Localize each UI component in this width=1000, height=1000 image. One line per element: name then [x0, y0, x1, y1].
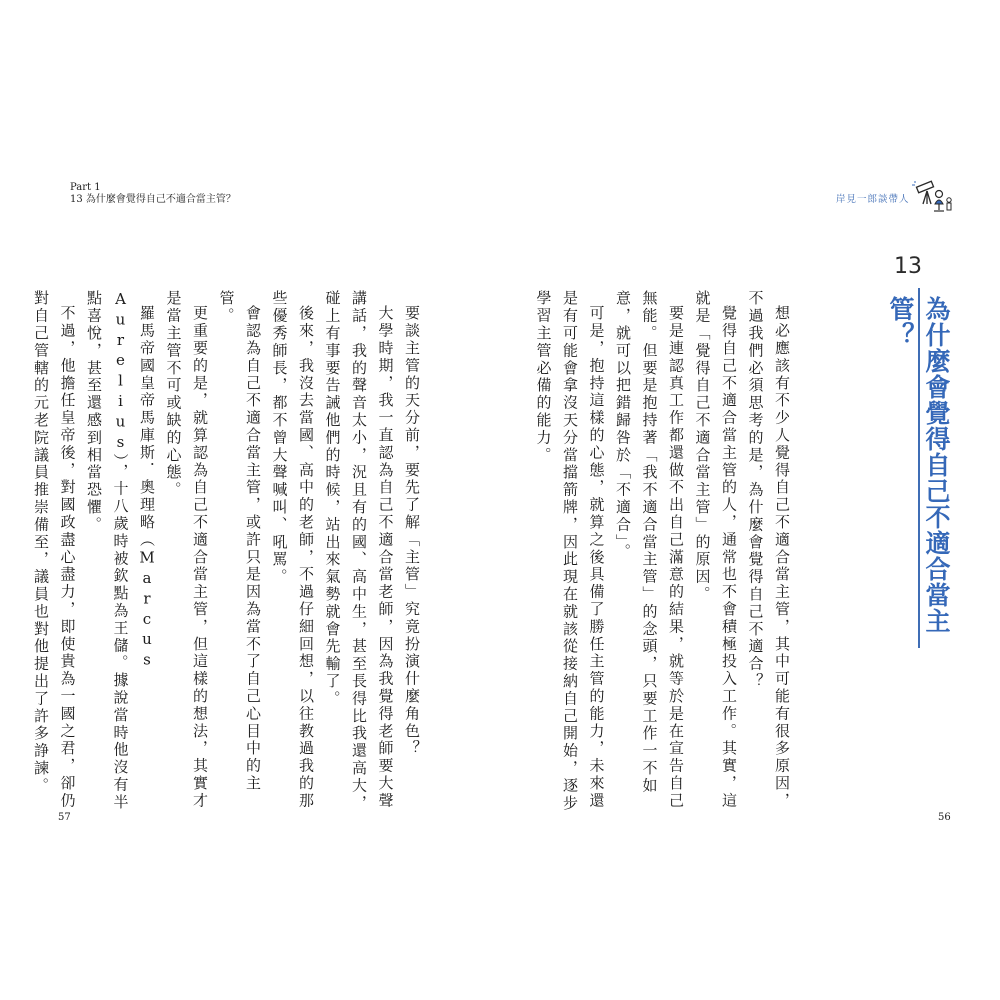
- right-paragraph-4: 可是，抱持這樣的心態，就算之後具備了勝任主管的能力，未來還是有可能會拿沒天分當擋箭牌，因此現在就該從接納自己開始，逐步學習主管必備的能力。: [534, 290, 606, 812]
- header-part: Part 1: [70, 182, 101, 193]
- left-paragraph-7: 不過，他擔任皇帝後，對國政盡心盡力，即使貴為一國之君，卻仍對自己管轄的元老院議員推崇備至，議員也對他提出了許多諍諫。: [32, 290, 77, 810]
- page-number-right: 56: [938, 812, 951, 823]
- left-paragraph-3: 後來，我沒去當國、高中的老師，不過仔細回想，以往教過我的那些優秀師長，都不曾大聲喊叫、吼罵。: [270, 290, 315, 810]
- left-paragraph-1: 要談主管的天分前，要先了解「主管」究竟扮演什麼角色？: [403, 305, 421, 758]
- chapter-heading: [878, 254, 951, 654]
- series-label: 岸見一郎談帶人: [836, 194, 910, 205]
- page-number-left: 57: [58, 812, 71, 823]
- person-with-telescope-icon: [908, 174, 956, 222]
- left-paragraph-5: 更重要的是，就算認為自己不適合當主管，但這樣的想法，其實才是當主管不可或缺的心態。: [164, 290, 209, 810]
- chapter-number: 13: [894, 254, 922, 279]
- left-paragraph-2: 大學時期，我一直認為自己不適合當老師，因為我覺得老師要大聲講話，我的聲音太小，況且有的國、高中生，甚至長得比我還高大，碰上有事要告誡他們的時候，站出來氣勢就會先輸了。: [323, 290, 395, 812]
- left-paragraph-6: 羅馬帝國皇帝馬庫斯．奧理略（Marcus Aurelius），十八歲時被欽點為王儲。據說當時他沒有半點喜悅，甚至還感到相當恐懼。: [85, 290, 156, 812]
- running-header: [70, 182, 236, 206]
- header-chapter: 13 為什麼會覺得自己不適合當主管？: [70, 194, 236, 205]
- right-paragraph-1: 想必應該有不少人覺得自己不適合當主管，其中可能有很多原因，不過我們必須思考的是，為什麼會覺得自己不適合？: [746, 290, 791, 810]
- left-paragraph-4: 會認為自己不適合當主管，或許只是因為當不了自己心目中的主管。: [217, 290, 262, 793]
- chapter-title: 為什麼會覺得自己不適合當主管？: [886, 296, 951, 634]
- right-paragraph-2: 覺得自己不適合當主管的人，通常也不會積極投入工作。其實，這就是「覺得自己不適合當主管」的原因。: [693, 290, 738, 810]
- right-paragraph-3: 要是連認真工作都還做不出自己滿意的結果，就等於是在宣告自己無能。但要是抱持著「我不適合當主管」的念頭，只要工作一不如意，就可以把錯歸咎於「不適合」。: [614, 290, 685, 810]
- right-page-body: [534, 290, 795, 820]
